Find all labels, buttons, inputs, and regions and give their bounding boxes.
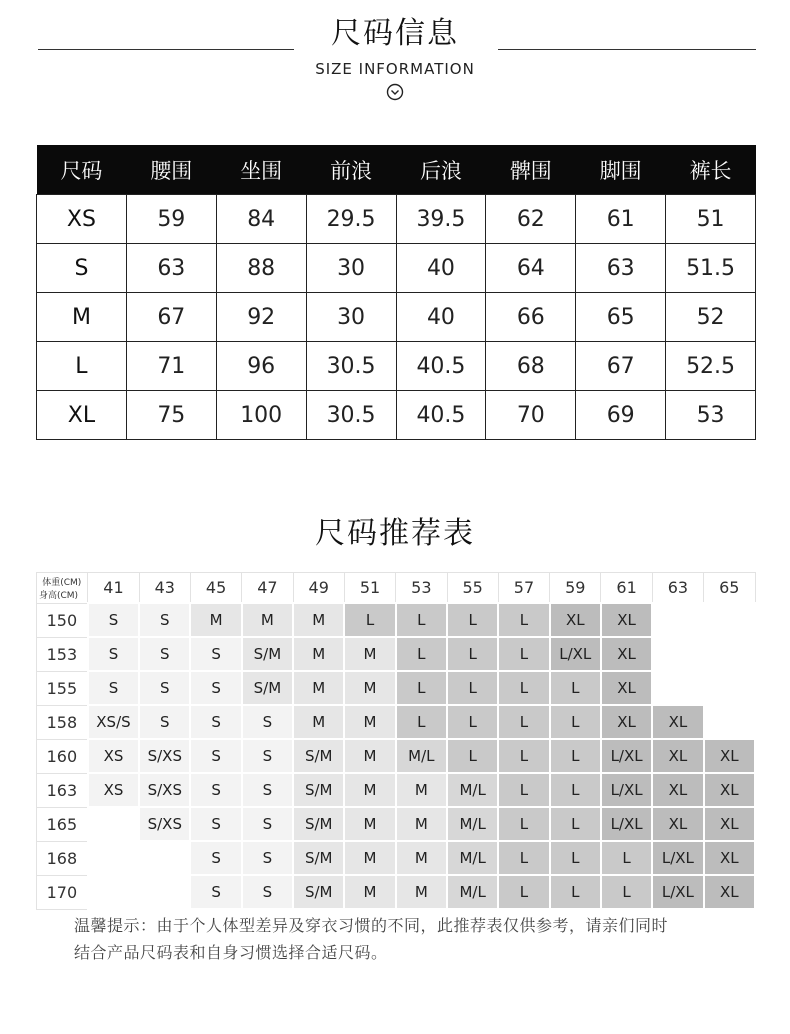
recommended-size-cell: S — [242, 807, 293, 841]
measurement-cell: 63 — [126, 244, 216, 293]
height-label: 150 — [37, 603, 88, 637]
column-header: 前浪 — [306, 145, 396, 195]
recommended-size-cell: XS/S — [88, 705, 139, 739]
recommended-size-cell: L — [550, 841, 601, 875]
recommended-size-cell: M/L — [447, 875, 498, 909]
weight-header: 59 — [550, 573, 601, 604]
page-title: 尺码信息 — [331, 16, 459, 51]
recommended-size-cell: XS — [88, 739, 139, 773]
weight-header: 53 — [396, 573, 447, 604]
recommended-size-cell: L — [447, 739, 498, 773]
measurement-cell: 30 — [306, 293, 396, 342]
recommended-size-cell: M — [396, 875, 447, 909]
measurement-cell: 67 — [126, 293, 216, 342]
measurement-cell: 61 — [576, 195, 666, 244]
recommended-size-cell: XL — [704, 841, 755, 875]
recommended-size-cell: S — [88, 671, 139, 705]
height-label: 165 — [37, 807, 88, 841]
measurement-cell: 40.5 — [396, 342, 486, 391]
recommended-size-cell: XL — [550, 603, 601, 637]
height-label: 153 — [37, 637, 88, 671]
recommended-size-cell: L — [447, 637, 498, 671]
recommended-size-cell: M — [293, 603, 344, 637]
height-row — [37, 637, 756, 671]
recommended-size-cell: L — [550, 739, 601, 773]
measurement-cell: 67 — [576, 342, 666, 391]
recommended-size-cell: L — [447, 705, 498, 739]
recommended-size-cell: S — [190, 671, 241, 705]
recommended-size-cell: L — [396, 705, 447, 739]
recommended-size-cell — [704, 705, 755, 739]
weight-header: 61 — [601, 573, 652, 604]
recommended-size-cell: L/XL — [601, 807, 652, 841]
measurement-cell: 88 — [216, 244, 306, 293]
recommended-size-cell: L/XL — [601, 773, 652, 807]
height-row — [37, 671, 756, 705]
recommended-size-cell: XL — [652, 773, 703, 807]
recommended-size-cell: M — [293, 637, 344, 671]
column-header: 尺码 — [37, 145, 127, 195]
recommended-size-cell: L — [396, 603, 447, 637]
recommended-size-cell: S/M — [293, 773, 344, 807]
recommended-size-cell: M — [396, 773, 447, 807]
measurement-cell: 70 — [486, 391, 576, 440]
recommended-size-cell: S — [190, 773, 241, 807]
height-row — [37, 705, 756, 739]
recommended-size-cell: M — [344, 637, 395, 671]
measurement-cell: 64 — [486, 244, 576, 293]
recommendation-table — [36, 572, 756, 910]
recommended-size-cell: S — [190, 739, 241, 773]
recommended-size-cell: L — [447, 603, 498, 637]
recommended-size-cell: L — [344, 603, 395, 637]
recommended-size-cell — [704, 637, 755, 671]
recommended-size-cell: M — [344, 875, 395, 909]
size-table — [36, 145, 756, 440]
recommended-size-cell: M — [242, 603, 293, 637]
size-row — [37, 391, 756, 440]
weight-header: 49 — [293, 573, 344, 604]
recommended-size-cell: L — [498, 739, 549, 773]
recommended-size-cell: XL — [704, 739, 755, 773]
height-row — [37, 603, 756, 637]
recommended-size-cell: M — [344, 807, 395, 841]
size-label: S — [37, 244, 127, 293]
size-tip-note — [74, 912, 754, 966]
recommended-size-cell: L — [498, 841, 549, 875]
weight-header-row — [37, 573, 756, 604]
height-row — [37, 875, 756, 909]
measurement-cell: 53 — [666, 391, 756, 440]
recommended-size-cell: L — [550, 807, 601, 841]
measurement-cell: 63 — [576, 244, 666, 293]
recommended-size-cell: M — [344, 739, 395, 773]
size-label: M — [37, 293, 127, 342]
size-row — [37, 195, 756, 244]
size-row — [37, 293, 756, 342]
recommended-size-cell: S — [190, 875, 241, 909]
size-label: XS — [37, 195, 127, 244]
size-tip-line: 温馨提示：由于个人体型差异及穿衣习惯的不同，此推荐表仅供参考，请亲们同时 — [74, 916, 669, 935]
recommended-size-cell: M — [344, 671, 395, 705]
recommended-size-cell: S/M — [293, 841, 344, 875]
column-header: 后浪 — [396, 145, 486, 195]
weight-header: 57 — [498, 573, 549, 604]
column-header: 裤长 — [666, 145, 756, 195]
recommended-size-cell: S — [139, 603, 190, 637]
recommended-size-cell: XL — [652, 705, 703, 739]
measurement-cell: 40 — [396, 293, 486, 342]
recommended-size-cell: L — [498, 773, 549, 807]
recommended-size-cell: L/XL — [652, 841, 703, 875]
measurement-cell: 29.5 — [306, 195, 396, 244]
size-row — [37, 244, 756, 293]
measurement-cell: 51 — [666, 195, 756, 244]
recommended-size-cell: L — [601, 841, 652, 875]
recommendation-title: 尺码推荐表 — [315, 516, 475, 551]
measurement-cell: 65 — [576, 293, 666, 342]
measurement-cell: 40 — [396, 244, 486, 293]
weight-header: 55 — [447, 573, 498, 604]
recommended-size-cell: M/L — [447, 773, 498, 807]
height-axis-label: 身高(CM) — [39, 590, 79, 601]
size-tip-line: 结合产品尺码表和自身习惯选择合适尺码。 — [74, 943, 388, 962]
recommended-size-cell: L — [447, 671, 498, 705]
recommended-size-cell: S — [88, 603, 139, 637]
page-subtitle: SIZE INFORMATION — [315, 60, 475, 78]
weight-header: 51 — [344, 573, 395, 604]
recommended-size-cell: S/M — [293, 875, 344, 909]
recommended-size-cell — [88, 875, 139, 909]
recommended-size-cell: S — [242, 773, 293, 807]
recommended-size-cell: S — [190, 705, 241, 739]
recommended-size-cell: M/L — [396, 739, 447, 773]
chevron-down-circle-icon — [386, 83, 404, 101]
recommended-size-cell — [652, 603, 703, 637]
recommended-size-cell: S — [190, 841, 241, 875]
recommended-size-cell: S/M — [293, 739, 344, 773]
recommended-size-cell: M — [396, 807, 447, 841]
recommended-size-cell: XS — [88, 773, 139, 807]
recommended-size-cell: L — [498, 875, 549, 909]
recommended-size-cell: XL — [704, 875, 755, 909]
size-label: L — [37, 342, 127, 391]
column-header: 髀围 — [486, 145, 576, 195]
recommended-size-cell: S — [190, 637, 241, 671]
recommended-size-cell — [139, 841, 190, 875]
weight-axis-label: 体重(CM) — [42, 578, 82, 588]
recommended-size-cell: L — [498, 637, 549, 671]
recommended-size-cell — [652, 637, 703, 671]
recommended-size-cell: L — [498, 807, 549, 841]
recommended-size-cell — [704, 603, 755, 637]
weight-header: 41 — [88, 573, 139, 604]
recommended-size-cell: XL — [652, 739, 703, 773]
measurement-cell: 75 — [126, 391, 216, 440]
height-label: 155 — [37, 671, 88, 705]
recommended-size-cell: XL — [704, 773, 755, 807]
recommended-size-cell: S — [242, 875, 293, 909]
measurement-cell: 59 — [126, 195, 216, 244]
recommended-size-cell — [139, 875, 190, 909]
size-table-header-row — [37, 145, 756, 195]
recommended-size-cell: M — [293, 705, 344, 739]
recommended-size-cell: S/XS — [139, 807, 190, 841]
weight-header: 65 — [704, 573, 755, 604]
recommended-size-cell: S/M — [242, 671, 293, 705]
weight-header: 63 — [652, 573, 703, 604]
recommended-size-cell: M — [344, 841, 395, 875]
column-header: 坐围 — [216, 145, 306, 195]
height-label: 170 — [37, 875, 88, 909]
recommended-size-cell: L — [396, 671, 447, 705]
height-label: 160 — [37, 739, 88, 773]
recommended-size-cell: S — [242, 705, 293, 739]
recommended-size-cell: L — [550, 773, 601, 807]
height-label: 158 — [37, 705, 88, 739]
size-label: XL — [37, 391, 127, 440]
measurement-cell: 51.5 — [666, 244, 756, 293]
recommended-size-cell: M — [293, 671, 344, 705]
recommended-size-cell — [88, 807, 139, 841]
recommended-size-cell: L/XL — [652, 875, 703, 909]
recommended-size-cell: S — [139, 671, 190, 705]
height-row — [37, 841, 756, 875]
recommended-size-cell: S/XS — [139, 773, 190, 807]
recommended-size-cell — [704, 671, 755, 705]
recommended-size-cell: M/L — [447, 841, 498, 875]
recommended-size-cell: M — [344, 773, 395, 807]
recommended-size-cell: L — [550, 705, 601, 739]
recommended-size-cell: L — [601, 875, 652, 909]
corner-header-cell — [37, 573, 88, 604]
measurement-cell: 62 — [486, 195, 576, 244]
height-row — [37, 807, 756, 841]
height-row — [37, 739, 756, 773]
recommended-size-cell: S — [242, 739, 293, 773]
recommended-size-cell: L — [550, 875, 601, 909]
measurement-cell: 52.5 — [666, 342, 756, 391]
recommended-size-cell: L/XL — [601, 739, 652, 773]
recommended-size-cell: XL — [601, 603, 652, 637]
recommended-size-cell: S — [139, 637, 190, 671]
recommended-size-cell: S — [242, 841, 293, 875]
measurement-cell: 68 — [486, 342, 576, 391]
recommended-size-cell: XL — [601, 671, 652, 705]
measurement-cell: 52 — [666, 293, 756, 342]
recommended-size-cell: L — [498, 705, 549, 739]
recommended-size-cell: S/M — [293, 807, 344, 841]
measurement-cell: 39.5 — [396, 195, 486, 244]
height-label: 163 — [37, 773, 88, 807]
recommended-size-cell: S — [88, 637, 139, 671]
weight-header: 43 — [139, 573, 190, 604]
weight-header: 47 — [242, 573, 293, 604]
recommended-size-cell: M — [344, 705, 395, 739]
measurement-cell: 30.5 — [306, 342, 396, 391]
recommended-size-cell: M — [396, 841, 447, 875]
recommended-size-cell: L — [498, 671, 549, 705]
measurement-cell: 84 — [216, 195, 306, 244]
recommended-size-cell: M — [190, 603, 241, 637]
recommended-size-cell: S/M — [242, 637, 293, 671]
measurement-cell: 40.5 — [396, 391, 486, 440]
recommended-size-cell: L/XL — [550, 637, 601, 671]
recommended-size-cell: L — [550, 671, 601, 705]
recommended-size-cell: L — [498, 603, 549, 637]
column-header: 腰围 — [126, 145, 216, 195]
measurement-cell: 100 — [216, 391, 306, 440]
column-header: 脚围 — [576, 145, 666, 195]
measurement-cell: 71 — [126, 342, 216, 391]
measurement-cell: 30.5 — [306, 391, 396, 440]
weight-header: 45 — [190, 573, 241, 604]
measurement-cell: 66 — [486, 293, 576, 342]
height-row — [37, 773, 756, 807]
measurement-cell: 96 — [216, 342, 306, 391]
recommended-size-cell: S — [139, 705, 190, 739]
recommended-size-cell: S/XS — [139, 739, 190, 773]
recommended-size-cell: L — [396, 637, 447, 671]
measurement-cell: 92 — [216, 293, 306, 342]
recommended-size-cell — [88, 841, 139, 875]
recommended-size-cell: XL — [652, 807, 703, 841]
measurement-cell: 69 — [576, 391, 666, 440]
recommended-size-cell: M/L — [447, 807, 498, 841]
recommended-size-cell — [652, 671, 703, 705]
recommended-size-cell: XL — [704, 807, 755, 841]
size-row — [37, 342, 756, 391]
recommended-size-cell: S — [190, 807, 241, 841]
recommended-size-cell: XL — [601, 637, 652, 671]
measurement-cell: 30 — [306, 244, 396, 293]
height-label: 168 — [37, 841, 88, 875]
recommended-size-cell: XL — [601, 705, 652, 739]
